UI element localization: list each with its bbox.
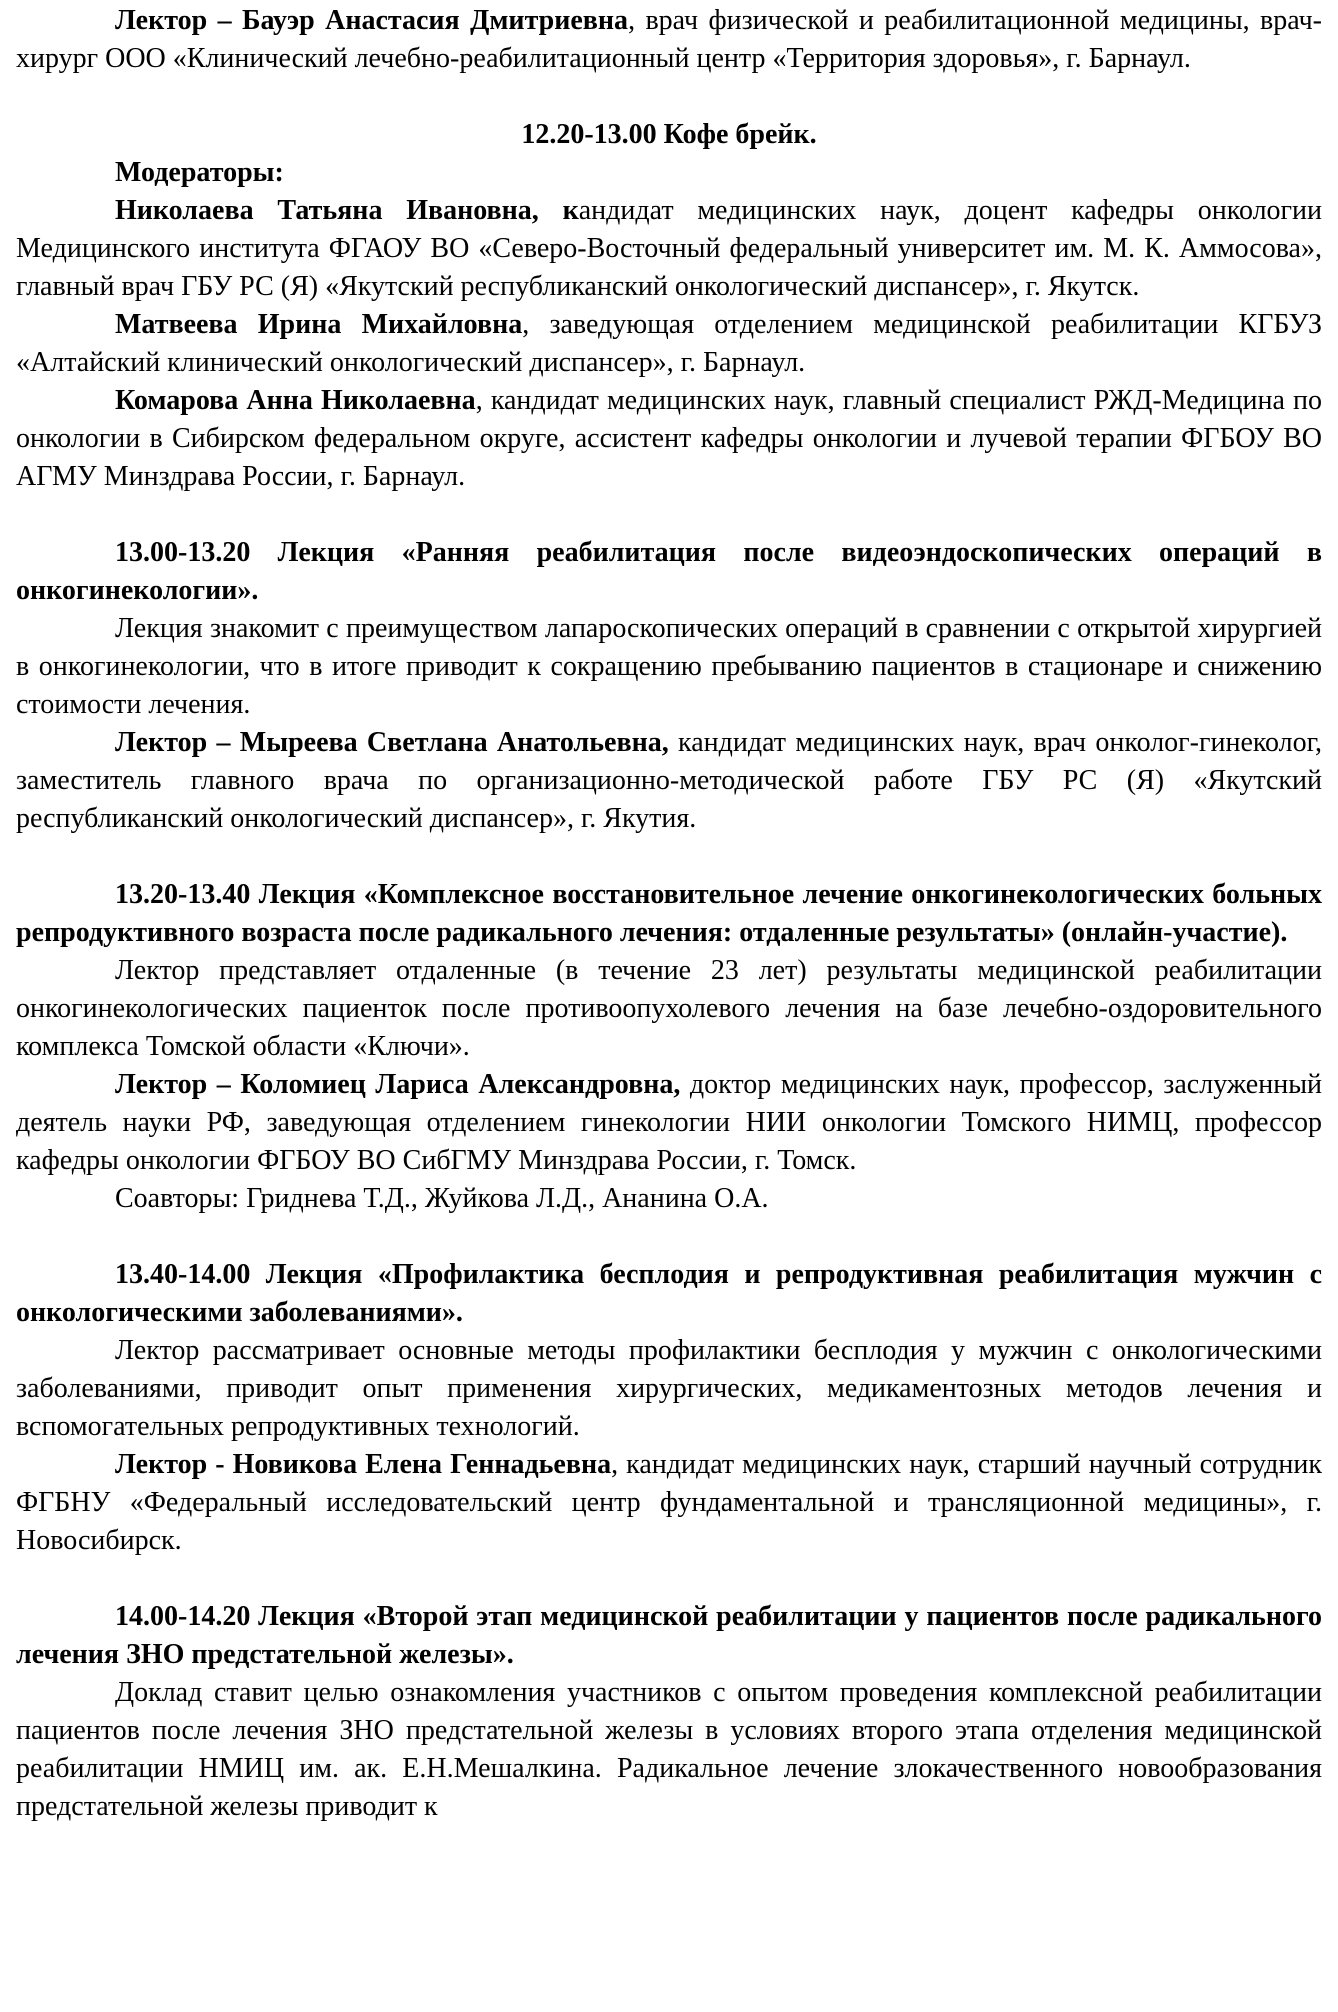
lecture1-lector-desc: кандидат медицинских наук, врач онколог-гинеколог, заместитель главного врача по организационно-методической работе ГБУ РС (Я) «Якутский республиканский онкологический диспансер», г. Якутия.: [16, 727, 1322, 834]
lecture1-lector-paragraph: [16, 724, 1322, 838]
lecture2-text: Лектор представляет отдаленные (в течение 23 лет) результаты медицинской реабилитации онкогинекологических пациенток после противоопухолевого лечения на базе лечебно-оздоровительного комплекса Томской области «Ключи».: [16, 955, 1322, 1062]
moderator-komarova-paragraph: [16, 382, 1322, 496]
lecture4-text: Доклад ставит целью ознакомления участников с опытом проведения комплексной реабилитации пациентов после лечения ЗНО предстательной железы в условиях второго этапа отделения медицинской реабилитации НМИЦ им. ак. Е.Н.Мешалкина. Радикальное лечение злокачественного новообразования предстательной железы приводит к: [16, 1677, 1322, 1822]
moderator-nikolaeva-paragraph: [16, 192, 1322, 306]
lecture3-lector-paragraph: [16, 1446, 1322, 1560]
moderators-label: Модераторы:: [115, 157, 284, 188]
lector-bauer-paragraph: [16, 2, 1322, 78]
moderator-nikolaeva-name: Николаева Татьяна Ивановна, к: [115, 195, 579, 226]
lecture3-title: 13.40-14.00 Лекция «Профилактика бесплодия и репродуктивная реабилитация мужчин с онкологическими заболеваниями».: [16, 1259, 1322, 1328]
lecture3-lector-desc: , кандидат медицинских наук, старший научный сотрудник ФГБНУ «Федеральный исследовательский центр фундаментальной и трансляционной медицины», г. Новосибирск.: [16, 1449, 1323, 1556]
moderator-matveeva-desc: , заведующая отделением медицинской реабилитации КГБУЗ «Алтайский клинический онкологический диспансер», г. Барнаул.: [16, 309, 1322, 378]
lecture2-title-plain: (онлайн-участие).: [1054, 917, 1288, 948]
lecture1-lector-name: Лектор – Мыреева Светлана Анатольевна,: [115, 727, 669, 758]
moderator-nikolaeva-desc: андидат медицинских наук, доцент кафедры онкологии Медицинского института ФГАОУ ВО «Северо-Восточный федеральный университет им. М. К. Аммосова», главный врач ГБУ РС (Я) «Якутский республиканский онкологический диспансер», г. Якутск.: [16, 195, 1322, 302]
lecture2-title-bold: 13.20-13.40 Лекция «Комплексное восстановительное лечение онкогинекологических больных репродуктивного возраста после радикального лечения: отдаленные результаты»: [16, 879, 1322, 948]
lecture4-title: 14.00-14.20 Лекция «Второй этап медицинской реабилитации у пациентов после радикального лечения ЗНО предстательной железы».: [16, 1601, 1322, 1670]
lector-bauer-desc: , врач физической и реабилитационной медицины, врач-хирург ООО «Клинический лечебно-реабилитационный центр «Территория здоровья», г. Барнаул.: [16, 5, 1322, 74]
moderator-komarova-desc: , кандидат медицинских наук, главный специалист РЖД-Медицина по онкологии в Сибирском федеральном округе, ассистент кафедры онкологии и лучевой терапии ФГБОУ ВО АГМУ Минздрава России, г. Барнаул.: [16, 385, 1322, 492]
lecture3-lector-name: Лектор - Новикова Елена Геннадьевна: [115, 1449, 612, 1480]
lecture1-title: 13.00-13.20 Лекция «Ранняя реабилитация после видеоэндоскопических операций в онкогинекологии».: [16, 537, 1322, 606]
lector-bauer-name: Лектор – Бауэр Анастасия Дмитриевна: [115, 5, 629, 36]
lecture2-lector-paragraph: [16, 1066, 1322, 1180]
coffee-break-heading: 12.20-13.00 Кофе брейк.: [521, 119, 817, 150]
moderator-komarova-name: Комарова Анна Николаевна: [115, 385, 476, 416]
lecture1-text: Лекция знакомит с преимуществом лапароскопических операций в сравнении с открытой хирургией в онкогинекологии, что в итоге приводит к сокращению пребыванию пациентов в стационаре и снижению стоимости лечения.: [16, 613, 1322, 720]
lecture2-title: [16, 876, 1322, 952]
lecture2-lector-name: Лектор – Коломиец Лариса Александровна,: [115, 1069, 681, 1100]
lecture2-lector-desc: доктор медицинских наук, профессор, заслуженный деятель науки РФ, заведующая отделением гинекологии НИИ онкологии Томского НИМЦ, профессор кафедры онкологии ФГБОУ ВО СибГМУ Минздрава России, г. Томск.: [16, 1069, 1322, 1176]
lecture2-coauthors: Соавторы: Гриднева Т.Д., Жуйкова Л.Д., Ананина О.А.: [115, 1183, 769, 1214]
moderator-matveeva-name: Матвеева Ирина Михайловна: [115, 309, 523, 340]
moderator-matveeva-paragraph: [16, 306, 1322, 382]
lecture3-text: Лектор рассматривает основные методы профилактики бесплодия у мужчин с онкологическими заболеваниями, приводит опыт применения хирургических, медикаментозных методов лечения и вспомогательных репродуктивных технологий.: [16, 1335, 1322, 1442]
document-page: [16, 2, 1322, 1826]
